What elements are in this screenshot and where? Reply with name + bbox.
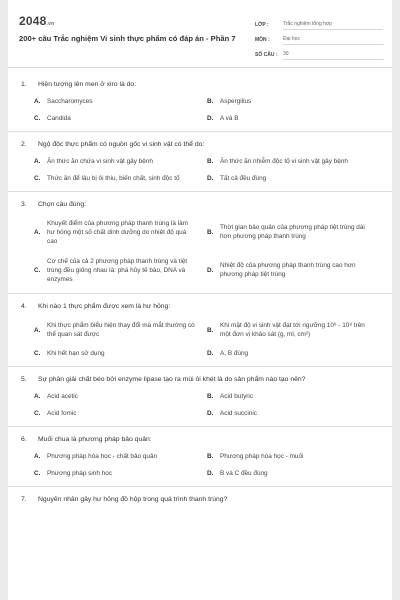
option-key: A.	[34, 453, 41, 460]
option-list	[8, 213, 392, 289]
option-key: A.	[34, 98, 41, 105]
question-number: 2.	[21, 141, 27, 148]
question-1	[8, 80, 392, 132]
option-list	[8, 153, 392, 187]
option-text: Khi mật độ vi sinh vật đạt tới ngưỡng 10⁶ - 10⁸ trên một đơn vị khảo sát (g, ml, cm²)	[220, 322, 365, 338]
question-heading	[8, 375, 392, 385]
option-text: Candida	[47, 115, 71, 122]
question-number: 7.	[21, 496, 27, 503]
option-d[interactable]	[207, 405, 380, 422]
option-key: D.	[207, 115, 214, 122]
question-text: Hiện tượng lên men ở xiro là do:	[38, 81, 137, 88]
option-text: Nhiệt độ của phương pháp thanh trùng cao hơn phương pháp tiệt trùng	[220, 262, 356, 278]
question-heading	[8, 495, 392, 505]
option-a[interactable]	[34, 448, 207, 465]
question-3	[8, 200, 392, 294]
option-c[interactable]	[34, 405, 207, 422]
question-text: Ngộ độc thực phẩm có nguồn gốc vi sinh vật có thể do:	[38, 141, 205, 148]
option-text: Thức ăn để lâu bị ôi thiu, biến chất, sinh độc tố	[47, 175, 180, 182]
document-page	[8, 0, 392, 600]
question-number: 5.	[21, 376, 27, 383]
question-text: Khi nào 1 thực phẩm được xem là hư hỏng:	[38, 303, 171, 310]
question-number: 4.	[21, 303, 27, 310]
option-a[interactable]	[34, 213, 207, 251]
option-key: B.	[207, 228, 214, 236]
option-list	[8, 388, 392, 422]
option-text: Aspergillus	[220, 98, 252, 105]
meta-subject-value: Đại học	[283, 36, 383, 45]
option-text: A và B	[220, 115, 239, 122]
option-list	[8, 315, 392, 362]
question-text: Sự phân giải chất béo bởi enzyme lipase tạo ra mùi ôi khét là do sản phẩm nào tạo nên?	[38, 376, 306, 383]
option-b[interactable]	[207, 93, 380, 110]
option-b[interactable]	[207, 388, 380, 405]
document-title: 200+ câu Trắc nghiệm Vi sinh thực phẩm có đáp án - Phần 7	[19, 34, 236, 43]
option-a[interactable]	[34, 315, 207, 345]
option-key: D.	[207, 410, 214, 417]
logo-main: 2048	[19, 14, 47, 28]
option-key: D.	[207, 175, 214, 182]
question-5	[8, 375, 392, 427]
question-7	[8, 495, 392, 512]
question-number: 6.	[21, 436, 27, 443]
question-6	[8, 435, 392, 487]
question-heading	[8, 302, 392, 312]
option-text: Phương pháp hóa học - chất bảo quản	[47, 453, 158, 460]
question-text: Nguyên nhân gây hư hỏng đồ hộp trong quá trình thanh trùng?	[38, 496, 228, 503]
option-text: Phương pháp sinh học	[47, 470, 112, 477]
option-key: C.	[34, 470, 41, 477]
option-d[interactable]	[207, 251, 380, 289]
option-key: D.	[207, 266, 214, 274]
option-text: Tất cả đều đúng	[220, 175, 267, 182]
document-header	[8, 0, 392, 68]
site-logo[interactable]	[19, 14, 54, 28]
option-key: A.	[34, 326, 41, 334]
question-heading	[8, 435, 392, 445]
option-a[interactable]	[34, 153, 207, 170]
option-d[interactable]	[207, 170, 380, 187]
option-b[interactable]	[207, 448, 380, 465]
meta-subject-label: MÔN :	[255, 37, 270, 43]
question-list	[8, 80, 392, 520]
option-text: Khi thực phẩm biểu hiện thay đổi mà mắt thường có thể quan sát được	[47, 322, 195, 338]
option-key: B.	[207, 158, 214, 165]
option-text: Acid succinic	[220, 410, 257, 417]
option-list	[8, 93, 392, 127]
option-b[interactable]	[207, 315, 380, 345]
option-text: Phương pháp hóa học - muối	[220, 453, 304, 460]
option-key: C.	[34, 410, 41, 417]
logo-tld: .vn	[46, 21, 55, 27]
option-key: C.	[34, 175, 41, 182]
question-heading	[8, 80, 392, 90]
option-c[interactable]	[34, 251, 207, 289]
question-heading	[8, 140, 392, 150]
option-c[interactable]	[34, 345, 207, 362]
option-d[interactable]	[207, 110, 380, 127]
option-list	[8, 448, 392, 482]
option-key: A.	[34, 228, 41, 236]
option-key: D.	[207, 350, 214, 357]
question-2	[8, 140, 392, 192]
question-number: 1.	[21, 81, 27, 88]
option-key: C.	[34, 115, 41, 122]
option-b[interactable]	[207, 213, 380, 251]
question-number: 3.	[21, 201, 27, 208]
option-c[interactable]	[34, 170, 207, 187]
option-key: A.	[34, 158, 41, 165]
meta-count-value: 30	[283, 51, 383, 60]
option-text: Acid butyric	[220, 393, 254, 400]
option-text: Thời gian bảo quản của phương pháp tiệt trùng dài hơn phương pháp thanh trùng	[220, 224, 365, 240]
question-text: Muối chua là phương pháp bảo quản:	[38, 436, 152, 443]
option-key: D.	[207, 470, 214, 477]
option-text: Acid fomic	[47, 410, 77, 417]
option-a[interactable]	[34, 388, 207, 405]
option-key: B.	[207, 98, 214, 105]
meta-class-label: LỚP :	[255, 22, 269, 28]
option-key: A.	[34, 393, 41, 400]
meta-count-label: SỐ CÂU :	[255, 52, 278, 58]
meta-subject-row	[255, 30, 383, 45]
option-text: B và C đều đúng	[220, 470, 268, 477]
option-text: Ăn thức ăn chứa vi sinh vật gây bệnh	[47, 158, 153, 165]
meta-class-value: Trắc nghiệm tổng hợp	[283, 21, 383, 30]
question-4	[8, 302, 392, 367]
document-meta	[255, 15, 383, 60]
option-d[interactable]	[207, 345, 380, 362]
option-text: Acid acetic	[47, 393, 78, 400]
option-text: Saccharomyces	[47, 98, 93, 105]
option-d[interactable]	[207, 465, 380, 482]
question-heading	[8, 200, 392, 210]
question-text: Chọn câu đúng:	[38, 201, 86, 208]
option-text: Cơ chế của cả 2 phương pháp thanh trùng và tiệt trùng đều giống nhau là: phá hủy tế bào, DNA và enzymes	[47, 257, 188, 283]
option-c[interactable]	[34, 465, 207, 482]
option-text: Khi hết hạn sử dụng	[47, 350, 105, 357]
option-a[interactable]	[34, 93, 207, 110]
option-b[interactable]	[207, 153, 380, 170]
option-text: Ăn thức ăn nhiễm độc tố vi sinh vật gây bệnh	[220, 158, 348, 165]
option-text: A, B đúng	[220, 350, 249, 357]
option-c[interactable]	[34, 110, 207, 127]
option-key: B.	[207, 453, 214, 460]
option-key: B.	[207, 393, 214, 400]
option-key: B.	[207, 326, 214, 334]
option-key: C.	[34, 266, 41, 274]
option-key: C.	[34, 350, 41, 357]
meta-class-row	[255, 15, 383, 30]
option-text: Khuyết điểm của phương pháp thanh trùng là làm hư hỏng một số chất dinh dưỡng do nhiệt độ quá cao	[47, 219, 188, 245]
meta-count-row	[255, 45, 383, 60]
